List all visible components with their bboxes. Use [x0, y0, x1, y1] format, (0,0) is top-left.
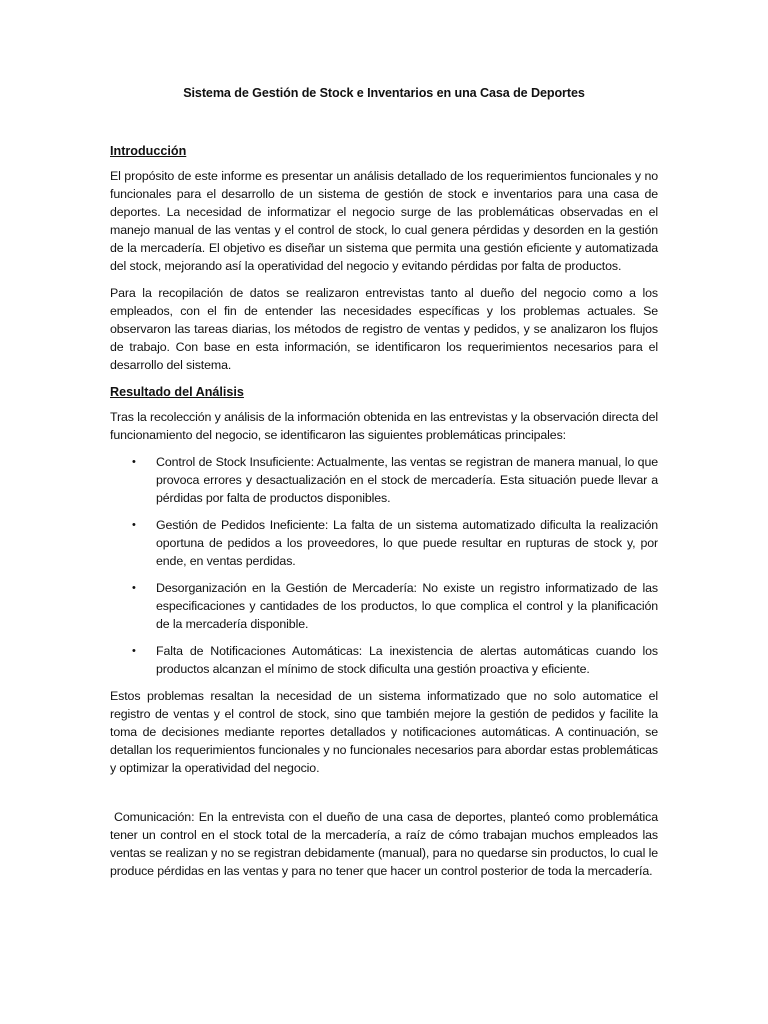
problem-text: Desorganización en la Gestión de Mercadería: No existe un registro informatizado de las especificaciones y cantidades de los productos, lo que complica el control y la planificación de la mercadería disponible.: [156, 581, 658, 631]
section-spacer: [110, 786, 658, 808]
document-title: Sistema de Gestión de Stock e Inventarios en una Casa de Deportes: [183, 86, 585, 100]
bullet-icon: •: [132, 456, 136, 468]
bullet-icon: •: [132, 645, 136, 657]
bullet-icon: •: [132, 582, 136, 594]
problem-list-item: [110, 516, 658, 570]
problem-text: Gestión de Pedidos Ineficiente: La falta de un sistema automatizado dificulta la realización oportuna de pedidos a los proveedores, lo que puede resultar en rupturas de stock y, por ende, en ventas perdidas.: [156, 518, 658, 568]
problem-text: Control de Stock Insuficiente: Actualmente, las ventas se registran de manera manual, lo que provoca errores y desactualización en el stock de mercadería. Esta situación puede llevar a pérdidas por falta de productos disponibles.: [156, 455, 658, 505]
bullet-icon: •: [132, 519, 136, 531]
document-body: [110, 84, 658, 889]
problem-list-item: [110, 579, 658, 633]
problem-list: [110, 453, 658, 678]
analysis-closing-paragraph: Estos problemas resaltan la necesidad de un sistema informatizado que no solo automatice el registro de ventas y el control de stock, sino que también mejore la gestión de pedidos y facilite la toma de decisiones mediante reportes detallados y notificaciones automáticas. A continuación, se detallan los requerimientos funcionales y no funcionales necesarios para abordar estas problemáticas y optimizar la operatividad del negocio.: [110, 689, 658, 775]
analysis-heading: Resultado del Análisis: [110, 385, 244, 399]
analysis-intro-paragraph: Tras la recolección y análisis de la información obtenida en las entrevistas y la observación directa del funcionamiento del negocio, se identificaron las siguientes problemáticas principales:: [110, 410, 658, 442]
communication-paragraph: Comunicación: En la entrevista con el dueño de una casa de deportes, planteó como problemática tener un control en el stock total de la mercadería, a raíz de cómo trabajan muchos empleados las ventas se realizan y no se registran debidamente (manual), para no quedarse sin productos, lo cual le produce pérdidas en las ventas y para no tener que hacer un control posterior de toda la mercadería.: [110, 810, 658, 878]
problem-list-item: [110, 453, 658, 507]
problem-list-item: [110, 642, 658, 678]
introduction-paragraph-1: El propósito de este informe es presentar un análisis detallado de los requerimientos funcionales y no funcionales para el desarrollo de un sistema de gestión de stock e inventarios para una casa de deportes. La necesidad de informatizar el negocio surge de las problemáticas observadas en el manejo manual de las ventas y el control de stock, lo cual genera pérdidas y desorden en la gestión de la mercadería. El objetivo es diseñar un sistema que permita una gestión eficiente y automatizada del stock, mejorando así la operatividad del negocio y evitando pérdidas por falta de productos.: [110, 169, 658, 273]
problem-text: Falta de Notificaciones Automáticas: La inexistencia de alertas automáticas cuando los productos alcanzan el mínimo de stock dificulta una gestión proactiva y eficiente.: [156, 644, 658, 676]
introduction-heading: Introducción: [110, 144, 187, 158]
introduction-paragraph-2: Para la recopilación de datos se realizaron entrevistas tanto al dueño del negocio como a los empleados, con el fin de entender las necesidades específicas y los problemas actuales. Se observaron las tareas diarias, los métodos de registro de ventas y pedidos, y se analizaron los flujos de trabajo. Con base en esta información, se identificaron los requerimientos necesarios para el desarrollo del sistema.: [110, 286, 658, 372]
